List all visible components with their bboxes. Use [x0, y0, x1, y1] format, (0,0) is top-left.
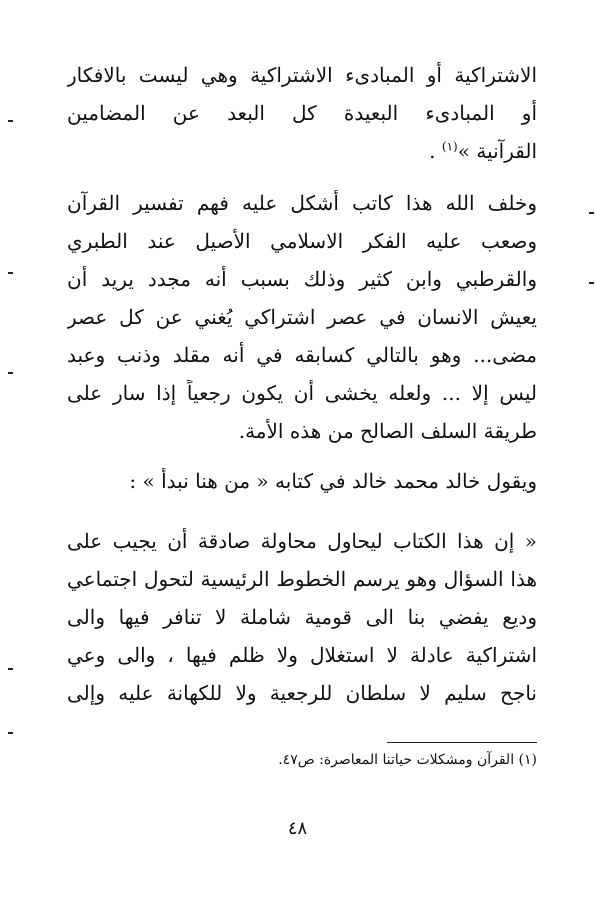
scan-edge-mark: [8, 668, 13, 670]
text-line: وديع يفضي بنا الى قومية شاملة لا تنافر فيها والى: [67, 605, 537, 629]
text-line: ناجح سليم لا سلطان للرجعية ولا للكهانة عليه وإلى: [67, 681, 537, 705]
scan-edge-mark: [589, 282, 594, 284]
scan-edge-mark: [8, 732, 13, 734]
text-line: هذا السؤال وهو يرسم الخطوط الرئيسية لتحول اجتماعي: [67, 567, 537, 591]
quotation-paragraph: [67, 528, 537, 718]
paragraph-1: [67, 62, 537, 176]
paragraph-3: [67, 468, 537, 506]
paragraph-2: [67, 190, 537, 456]
scan-edge-mark: [8, 272, 13, 274]
scan-edge-mark: [8, 372, 13, 374]
footnote-reference[interactable]: (١): [441, 139, 458, 154]
text-line: والقرطبي وابن كثير وذلك بسبب أنه مجدد يريد أن: [67, 267, 537, 291]
text-line: وخلف الله هذا كاتب أشكل عليه فهم تفسير القرآن: [67, 191, 537, 215]
text-line: أو المبادىء البعيدة كل البعد عن المضامين: [67, 101, 537, 125]
text-line: يعيش الانسان في عصر اشتراكي يُغني عن كل عصر: [67, 305, 537, 329]
scan-edge-mark: [589, 212, 594, 214]
footnote: (١) القرآن ومشكلات حياتنا المعاصرة: ص٤٧.: [278, 752, 537, 768]
text-line: اشتراكية عادلة لا استغلال ولا ظلم فيها ، والى وعي: [67, 643, 537, 667]
footnote-divider: [387, 742, 537, 743]
scan-edge-mark: [8, 120, 13, 122]
text-line-content: القرآنية »: [457, 139, 537, 163]
line-end-punctuation: .: [429, 139, 442, 163]
text-line: ويقول خالد محمد خالد في كتابه « من هنا نبدأ » :: [129, 469, 537, 493]
text-line: الاشتراكية أو المبادىء الاشتراكية وهي ليست بالافكار: [67, 63, 537, 87]
text-line: [67, 138, 537, 176]
text-line: مضى... وهو بالتالي كسابقه في أنه مقلد وذنب وعبد: [67, 343, 537, 367]
text-line: وصعب عليه الفكر الاسلامي الأصيل عند الطبري: [67, 229, 537, 253]
text-line: « إن هذا الكتاب ليحاول محاولة صادقة أن يجيب على: [67, 529, 537, 553]
text-line: طريقة السلف الصالح من هذه الأمة.: [238, 419, 537, 443]
text-line: ليس إلا ... ولعله يخشى أن يكون رجعياً إذا سار على: [67, 381, 537, 405]
page-number: ٤٨: [287, 818, 308, 839]
